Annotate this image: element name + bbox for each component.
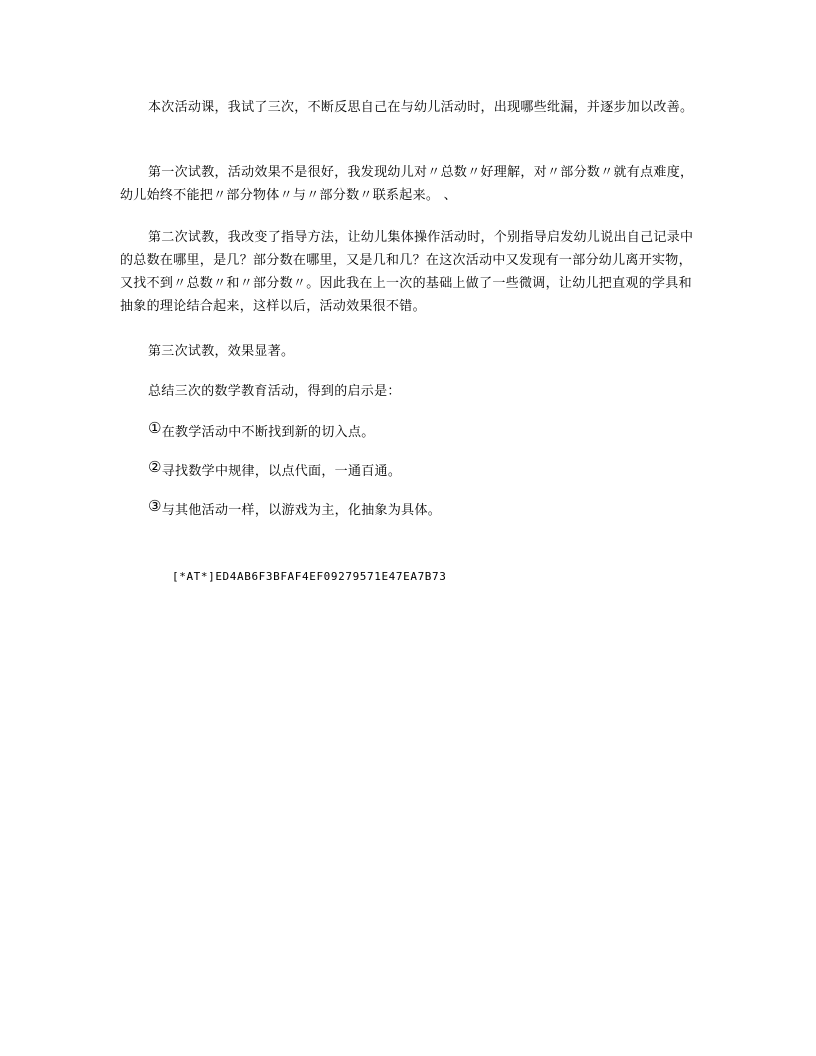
- list-item-text: 与其他活动一样，以游戏为主，化抽象为具体。: [161, 503, 442, 518]
- paragraph-second-trial: 第二次试教，我改变了指导方法，让幼儿集体操作活动时，个别指导启发幼儿说出自己记录中的总数在哪里，是几？部分数在哪里，又是几和几？在这次活动中又发现有一部分幼儿离开实物，又找不到〃总数〃和〃部分数〃。因此我在上一次的基础上做了一些微调，让幼儿把直观的学具和抽象的理论结合起来，这样以后，活动效果很不错。: [120, 230, 694, 314]
- list-item-text: 寻找数学中规律，以点代面，一通百通。: [161, 464, 402, 479]
- list-marker: ②: [148, 458, 162, 476]
- list-marker: ③: [148, 497, 162, 515]
- paragraph-third-trial: 第三次试教，效果显著。: [148, 344, 295, 359]
- list-item-text: 在教学活动中不断找到新的切入点。: [161, 425, 375, 440]
- list-marker: ①: [148, 419, 162, 437]
- paragraph-first-trial: 第一次试教，活动效果不是很好，我发现幼儿对〃总数〃好理解，对〃部分数〃就有点难度，幼儿始终不能把〃部分物体〃与〃部分数〃联系起来。 、: [120, 165, 694, 203]
- list-item: [148, 498, 441, 522]
- paragraph-summary: 总结三次的数学教育活动，得到的启示是：: [148, 384, 401, 399]
- list-item: [148, 420, 375, 444]
- paragraph-intro: 本次活动课，我试了三次，不断反思自己在与幼儿活动时，出现哪些纰漏，并逐步加以改善。: [148, 100, 694, 115]
- document-code: [*AT*]ED4AB6F3BFAF4EF09279571E47EA7B73: [172, 570, 447, 583]
- list-item: [148, 459, 401, 483]
